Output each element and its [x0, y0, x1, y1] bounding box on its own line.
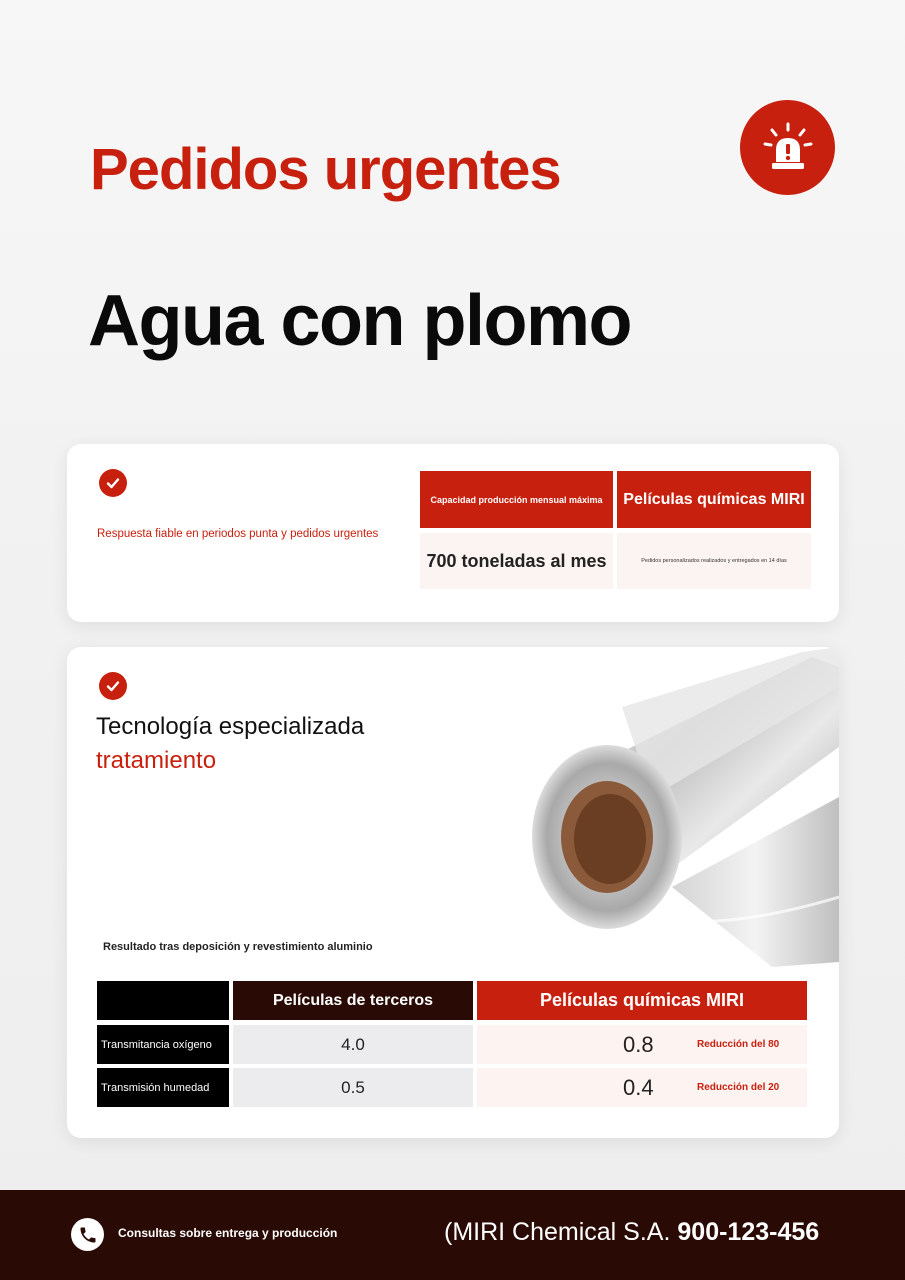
capacity-value: 700 toneladas al mes [420, 533, 613, 589]
technology-card [67, 647, 839, 1138]
row-label-humidity: Transmisión humedad [97, 1068, 229, 1107]
urgent-response-text: Respuesta fiable en periodos punta y pedidos urgentes [97, 528, 379, 540]
miri-oxygen-cell [477, 1025, 807, 1064]
page-title-product: Agua con plomo [88, 281, 631, 361]
miri-humidity-cell [477, 1068, 807, 1107]
check-circle-icon [99, 672, 127, 700]
alarm-siren-icon [740, 100, 835, 195]
oxygen-reduction-note: Reducción del 80 [697, 1039, 780, 1050]
contact-footer [0, 1190, 905, 1280]
delivery-note: Pedidos personalizados realizados y entregados en 14 días [617, 533, 811, 589]
result-caption: Resultado tras deposición y revestimiento aluminio [103, 941, 373, 953]
technology-title: Tecnología especializada [96, 713, 365, 740]
capacity-header: Capacidad producción mensual máxima [420, 471, 613, 528]
miri-films-header: Películas químicas MIRI [477, 981, 807, 1020]
miri-oxygen-value: 0.8 [623, 1031, 654, 1057]
aluminum-film-roll-image [522, 647, 839, 967]
third-party-header: Películas de terceros [233, 981, 473, 1020]
contact-label: Consultas sobre entrega y producción [118, 1226, 338, 1240]
third-party-humidity-value: 0.5 [233, 1068, 473, 1107]
technology-subtitle: tratamiento [96, 747, 217, 774]
humidity-reduction-note: Reducción del 20 [697, 1082, 780, 1093]
miri-humidity-value: 0.4 [623, 1074, 654, 1100]
phone-number[interactable]: 900-123-456 [677, 1218, 820, 1246]
row-label-oxygen: Transmitancia oxígeno [97, 1025, 229, 1064]
comparison-corner-cell [97, 981, 229, 1020]
phone-icon[interactable] [71, 1218, 104, 1251]
check-circle-icon [99, 469, 127, 497]
company-contact [444, 1218, 819, 1247]
page-title-urgent: Pedidos urgentes [90, 137, 561, 202]
company-name: (MIRI Chemical S.A. [444, 1218, 671, 1246]
miri-header: Películas químicas MIRI [617, 471, 811, 528]
urgent-response-card [67, 444, 839, 622]
third-party-oxygen-value: 4.0 [233, 1025, 473, 1064]
